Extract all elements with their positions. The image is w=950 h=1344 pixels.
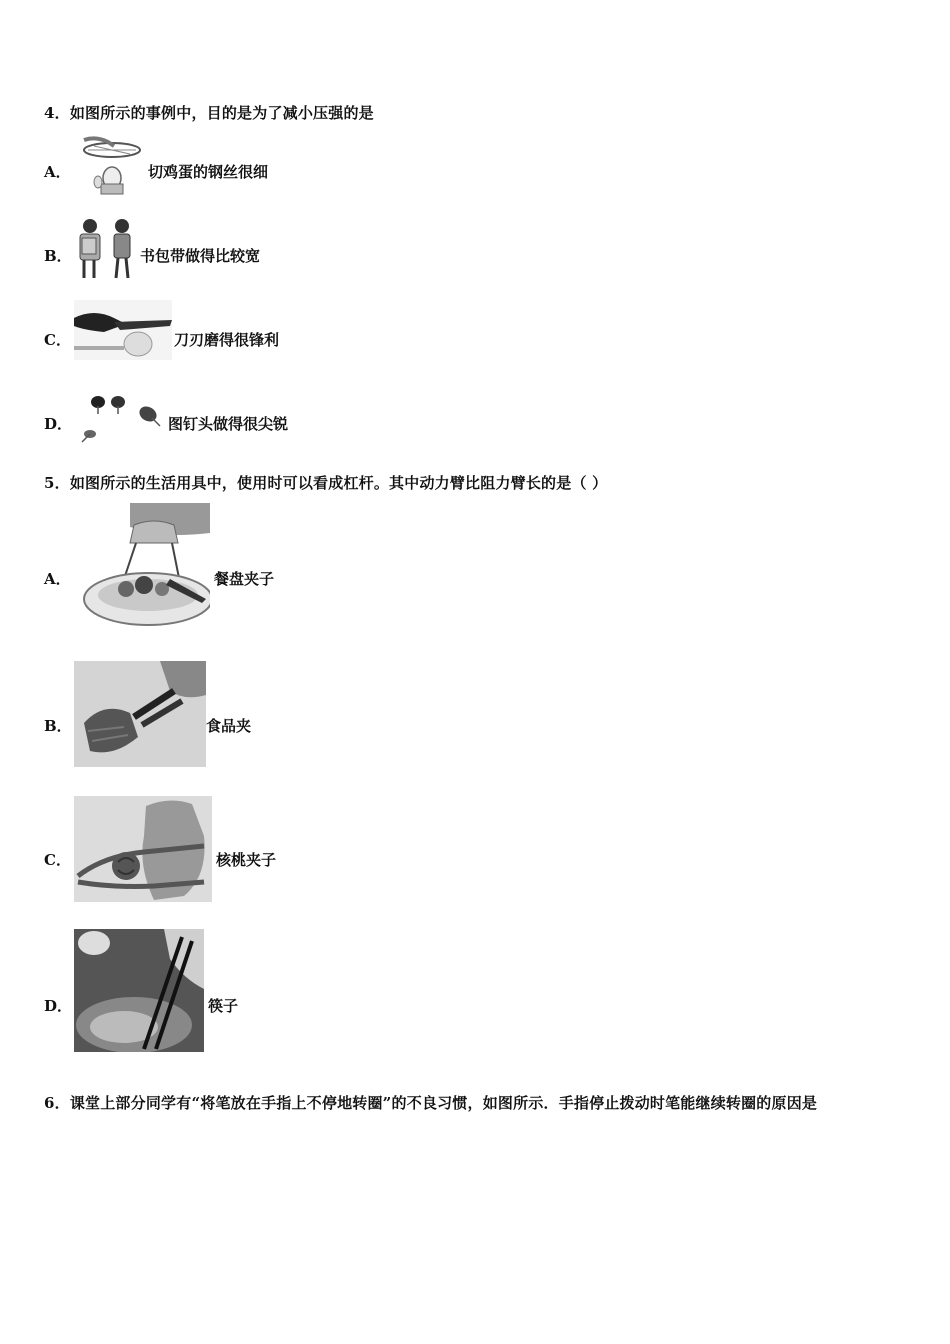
q4-option-a-text: 切鸡蛋的钢丝很细 [148,163,269,181]
food-tongs-image [74,661,206,767]
q5-option-d-label: D． [44,997,73,1015]
schoolbag-students-image [74,216,138,280]
question-4-stem: 4．如图所示的事例中，目的是为了减小压强的是 [44,104,374,122]
q4-option-b-text: 书包带做得比较宽 [140,247,261,265]
q4-option-c-label: C． [44,331,71,349]
q5-option-c-text: 核桃夹子 [216,851,277,869]
question-6-stem: 6．课堂上部分同学有“将笔放在手指上不停地转圈”的不良习惯，如图所示．手指停止拨动时笔能继续转圈的原因是 [44,1094,818,1112]
q5-option-d-text: 筷子 [208,997,239,1015]
q4-option-d-label: D． [44,415,73,433]
chopsticks-image [74,929,204,1052]
q5-option-c-label: C． [44,851,71,869]
q5-option-a-text: 餐盘夹子 [214,570,275,588]
q4-option-a-label: A． [44,163,71,181]
q4-option-d-text: 图钉头做得很尖锐 [168,415,289,433]
q5-option-b-text: 食品夹 [206,717,252,735]
plate-clamp-image [74,503,210,639]
knife-cutting-image [74,300,172,360]
q5-option-b-label: B． [44,717,72,735]
q5-option-a-label: A． [44,570,71,588]
nutcracker-image [74,796,212,902]
q4-option-c-text: 刀刃磨得很锋利 [174,331,280,349]
egg-slicer-image [74,134,146,198]
question-5-stem: 5．如图所示的生活用具中，使用时可以看成杠杆。其中动力臂比阻力臂长的是（ ） [44,474,608,492]
q4-option-b-label: B． [44,247,72,265]
thumbtacks-image [74,384,168,448]
